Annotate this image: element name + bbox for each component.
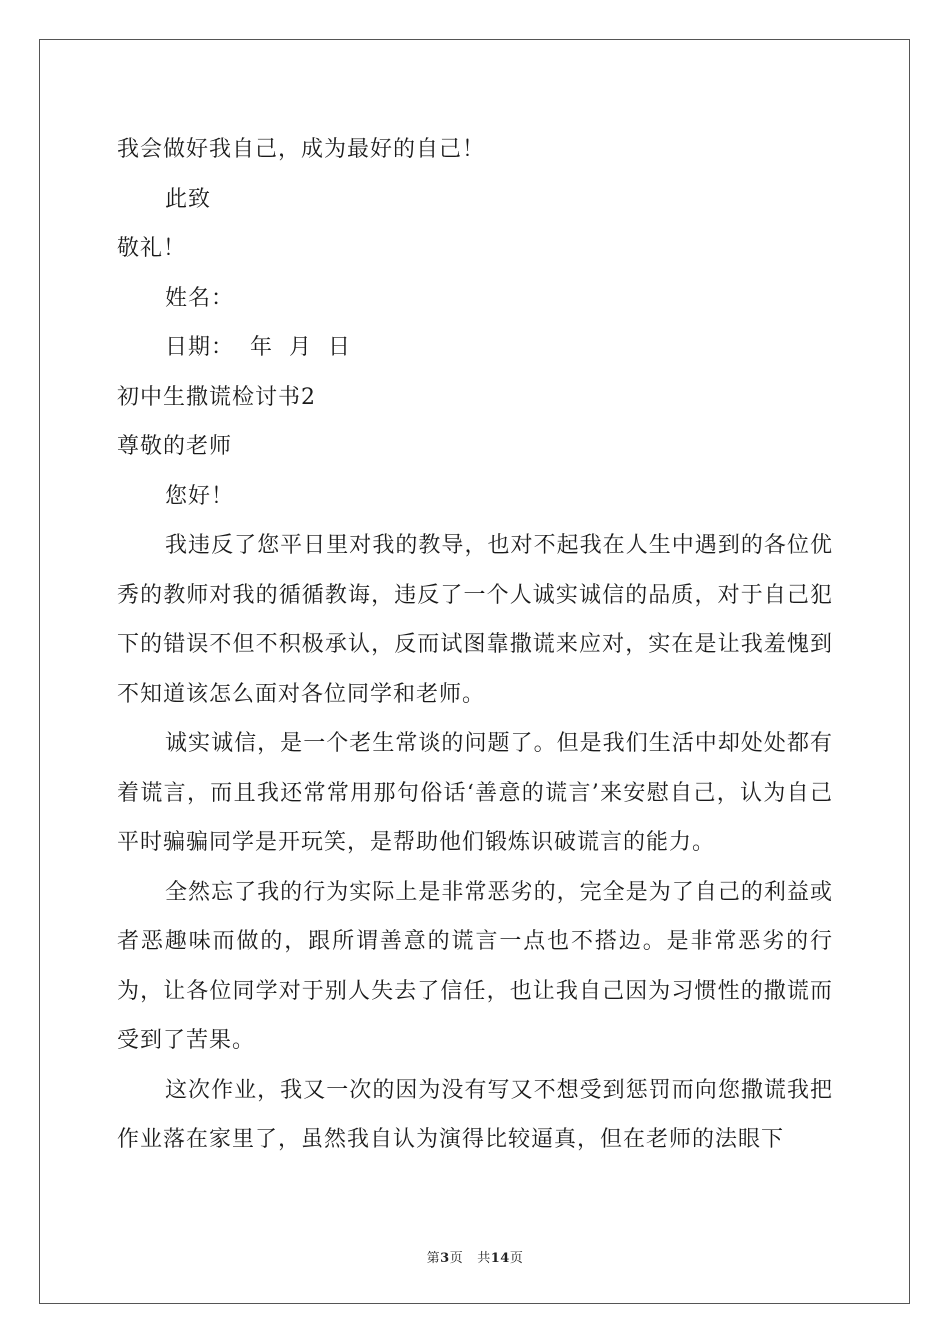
paragraph-date-field: 日期： 年 月 日 <box>165 335 351 360</box>
paragraph-body-4: 这次作业，我又一次的因为没有写又不想受到惩罚而向您撒谎我把作业落在家里了，虽然我自认为演得比较逼真，但在老师的法眼下 <box>117 1077 833 1152</box>
footer-page-total: 14 <box>490 1251 510 1266</box>
footer-page-prefix: 第 <box>426 1251 441 1266</box>
paragraph-greeting-recipient: 尊敬的老师 <box>117 434 233 459</box>
footer-page-suffix: 页 <box>449 1251 464 1266</box>
paragraph-regards: 敬礼！ <box>117 236 187 261</box>
paragraph-name-field: 姓名： <box>165 285 235 311</box>
paragraph-body-1: 我违反了您平日里对我的教导，也对不起我在人生中遇到的各位优秀的教师对我的循循教诲，违反了一个人诚实诚信的品质，对于自己犯下的错误不但不积极承认，反而试图靠撒谎来应对，实在是让我羞愧到不知道该怎么面对各位同学和老师。 <box>117 533 833 707</box>
paragraph-closing: 我会做好我自己，成为最好的自己！ <box>117 137 486 162</box>
footer-total-suffix: 页 <box>509 1251 524 1266</box>
paragraph-salutation: 此致 <box>165 186 212 212</box>
footer-total-prefix: 共 <box>477 1251 491 1266</box>
footer-page-current: 3 <box>440 1251 450 1266</box>
paragraph-body-3: 全然忘了我的行为实际上是非常恶劣的，完全是为了自己的利益或者恶趣味而做的，跟所谓善意的谎言一点也不搭边。是非常恶劣的行为，让各位同学对于别人失去了信任，也让我自己因为习惯性的撒谎而受到了苦果。 <box>117 879 833 1053</box>
paragraph-body-2: 诚实诚信，是一个老生常谈的问题了。但是我们生活中却处处都有着谎言，而且我还常常用那句俗话‘善意的谎言’来安慰自己，认为自己平时骗骗同学是开玩笑，是帮助他们锻炼识破谎言的能力。 <box>117 731 833 855</box>
page-footer <box>0 1247 950 1266</box>
document-body <box>117 125 833 1165</box>
section-title: 初中生撒谎检讨书2 <box>117 384 316 410</box>
paragraph-greeting: 您好！ <box>165 483 235 509</box>
